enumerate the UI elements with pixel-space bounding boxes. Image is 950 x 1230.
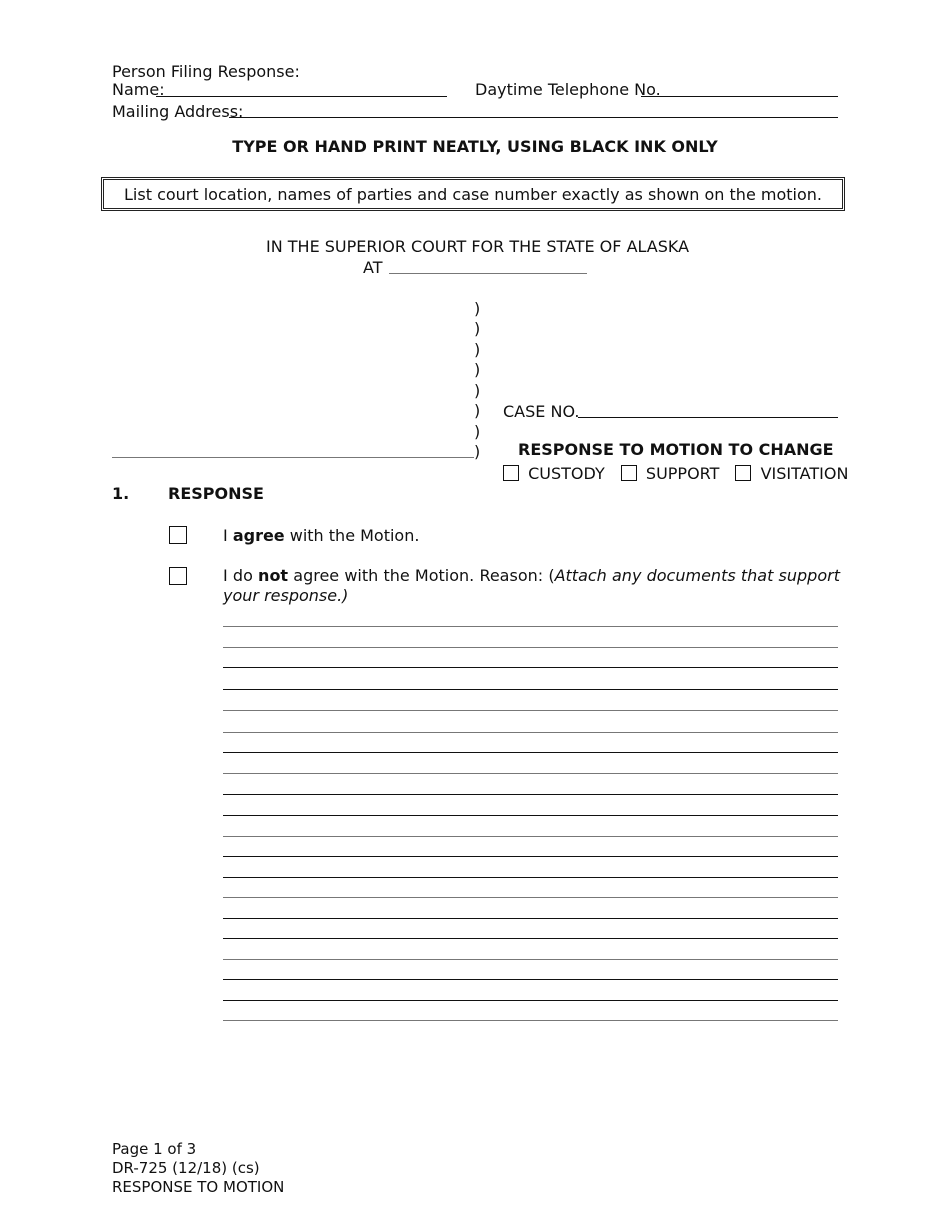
disagree-text [223,566,840,606]
phone-label: Daytime Telephone No. [475,80,661,99]
page-footer [112,1140,284,1197]
disagree-text-post: agree with the Motion. Reason: ( [288,566,555,585]
custody-checkbox[interactable] [503,465,519,481]
address-field[interactable] [229,117,838,118]
reason-line[interactable] [223,836,838,837]
caption-paren: ) [474,381,481,400]
support-checkbox[interactable] [621,465,637,481]
reason-line[interactable] [223,752,838,753]
reason-line[interactable] [223,710,838,711]
form-title: RESPONSE TO MOTION TO CHANGE [518,440,834,459]
name-label: Name: [112,80,165,99]
caption-paren: ) [474,319,481,338]
reason-line[interactable] [223,1020,838,1021]
court-at-label: AT [363,258,383,277]
page-number: Page 1 of 3 [112,1140,197,1158]
caption-paren: ) [474,299,481,318]
agree-text-pre: I [223,526,233,545]
reason-line[interactable] [223,877,838,878]
reason-line[interactable] [223,918,838,919]
reason-line[interactable] [223,689,838,690]
caption-paren: ) [474,360,481,379]
form-name: RESPONSE TO MOTION [112,1178,285,1196]
name-field[interactable] [156,96,447,97]
reason-line[interactable] [223,959,838,960]
custody-label: CUSTODY [528,464,605,483]
disagree-checkbox[interactable] [169,567,187,585]
reason-line[interactable] [223,1000,838,1001]
reason-line[interactable] [223,773,838,774]
parties-field[interactable] [112,457,474,458]
reason-line[interactable] [223,979,838,980]
address-label: Mailing Address: [112,102,244,121]
case-no-field[interactable] [578,417,838,418]
agree-checkbox[interactable] [169,526,187,544]
instruction-box [101,177,845,211]
caption-paren: ) [474,401,481,420]
reason-line[interactable] [223,647,838,648]
agree-text [223,526,419,545]
change-options [503,464,848,483]
instruction-text: List court location, names of parties and case number exactly as shown on the motion. [124,184,822,204]
visitation-checkbox[interactable] [735,465,751,481]
page-title: TYPE OR HAND PRINT NEATLY, USING BLACK INK ONLY [232,137,718,156]
court-heading: IN THE SUPERIOR COURT FOR THE STATE OF ALASKA [266,237,690,256]
case-no-label: CASE NO. [503,402,580,421]
reason-line[interactable] [223,897,838,898]
reason-line[interactable] [223,732,838,733]
reason-line[interactable] [223,856,838,857]
disagree-text-italic: Attach any documents that support your response.) [223,566,840,605]
person-filing-label: Person Filing Response: [112,62,300,81]
reason-line[interactable] [223,667,838,668]
disagree-text-pre: I do [223,566,259,585]
reason-line[interactable] [223,794,838,795]
agree-checkbox-wrap [169,526,187,546]
agree-text-bold: agree [232,526,285,545]
reason-line[interactable] [223,938,838,939]
phone-field[interactable] [641,96,838,97]
caption-paren: ) [474,422,481,441]
caption-paren: ) [474,442,481,461]
disagree-checkbox-wrap [169,567,187,587]
reason-line[interactable] [223,626,838,627]
reason-line[interactable] [223,815,838,816]
support-label: SUPPORT [645,464,720,483]
form-id: DR-725 (12/18) (cs) [112,1159,260,1177]
section-title: RESPONSE [168,484,264,503]
disagree-text-bold: not [258,566,289,585]
court-location-field[interactable] [389,273,587,274]
caption-paren: ) [474,340,481,359]
agree-text-post: with the Motion. [284,526,420,545]
visitation-label: VISITATION [760,464,849,483]
section-number: 1. [112,484,130,503]
